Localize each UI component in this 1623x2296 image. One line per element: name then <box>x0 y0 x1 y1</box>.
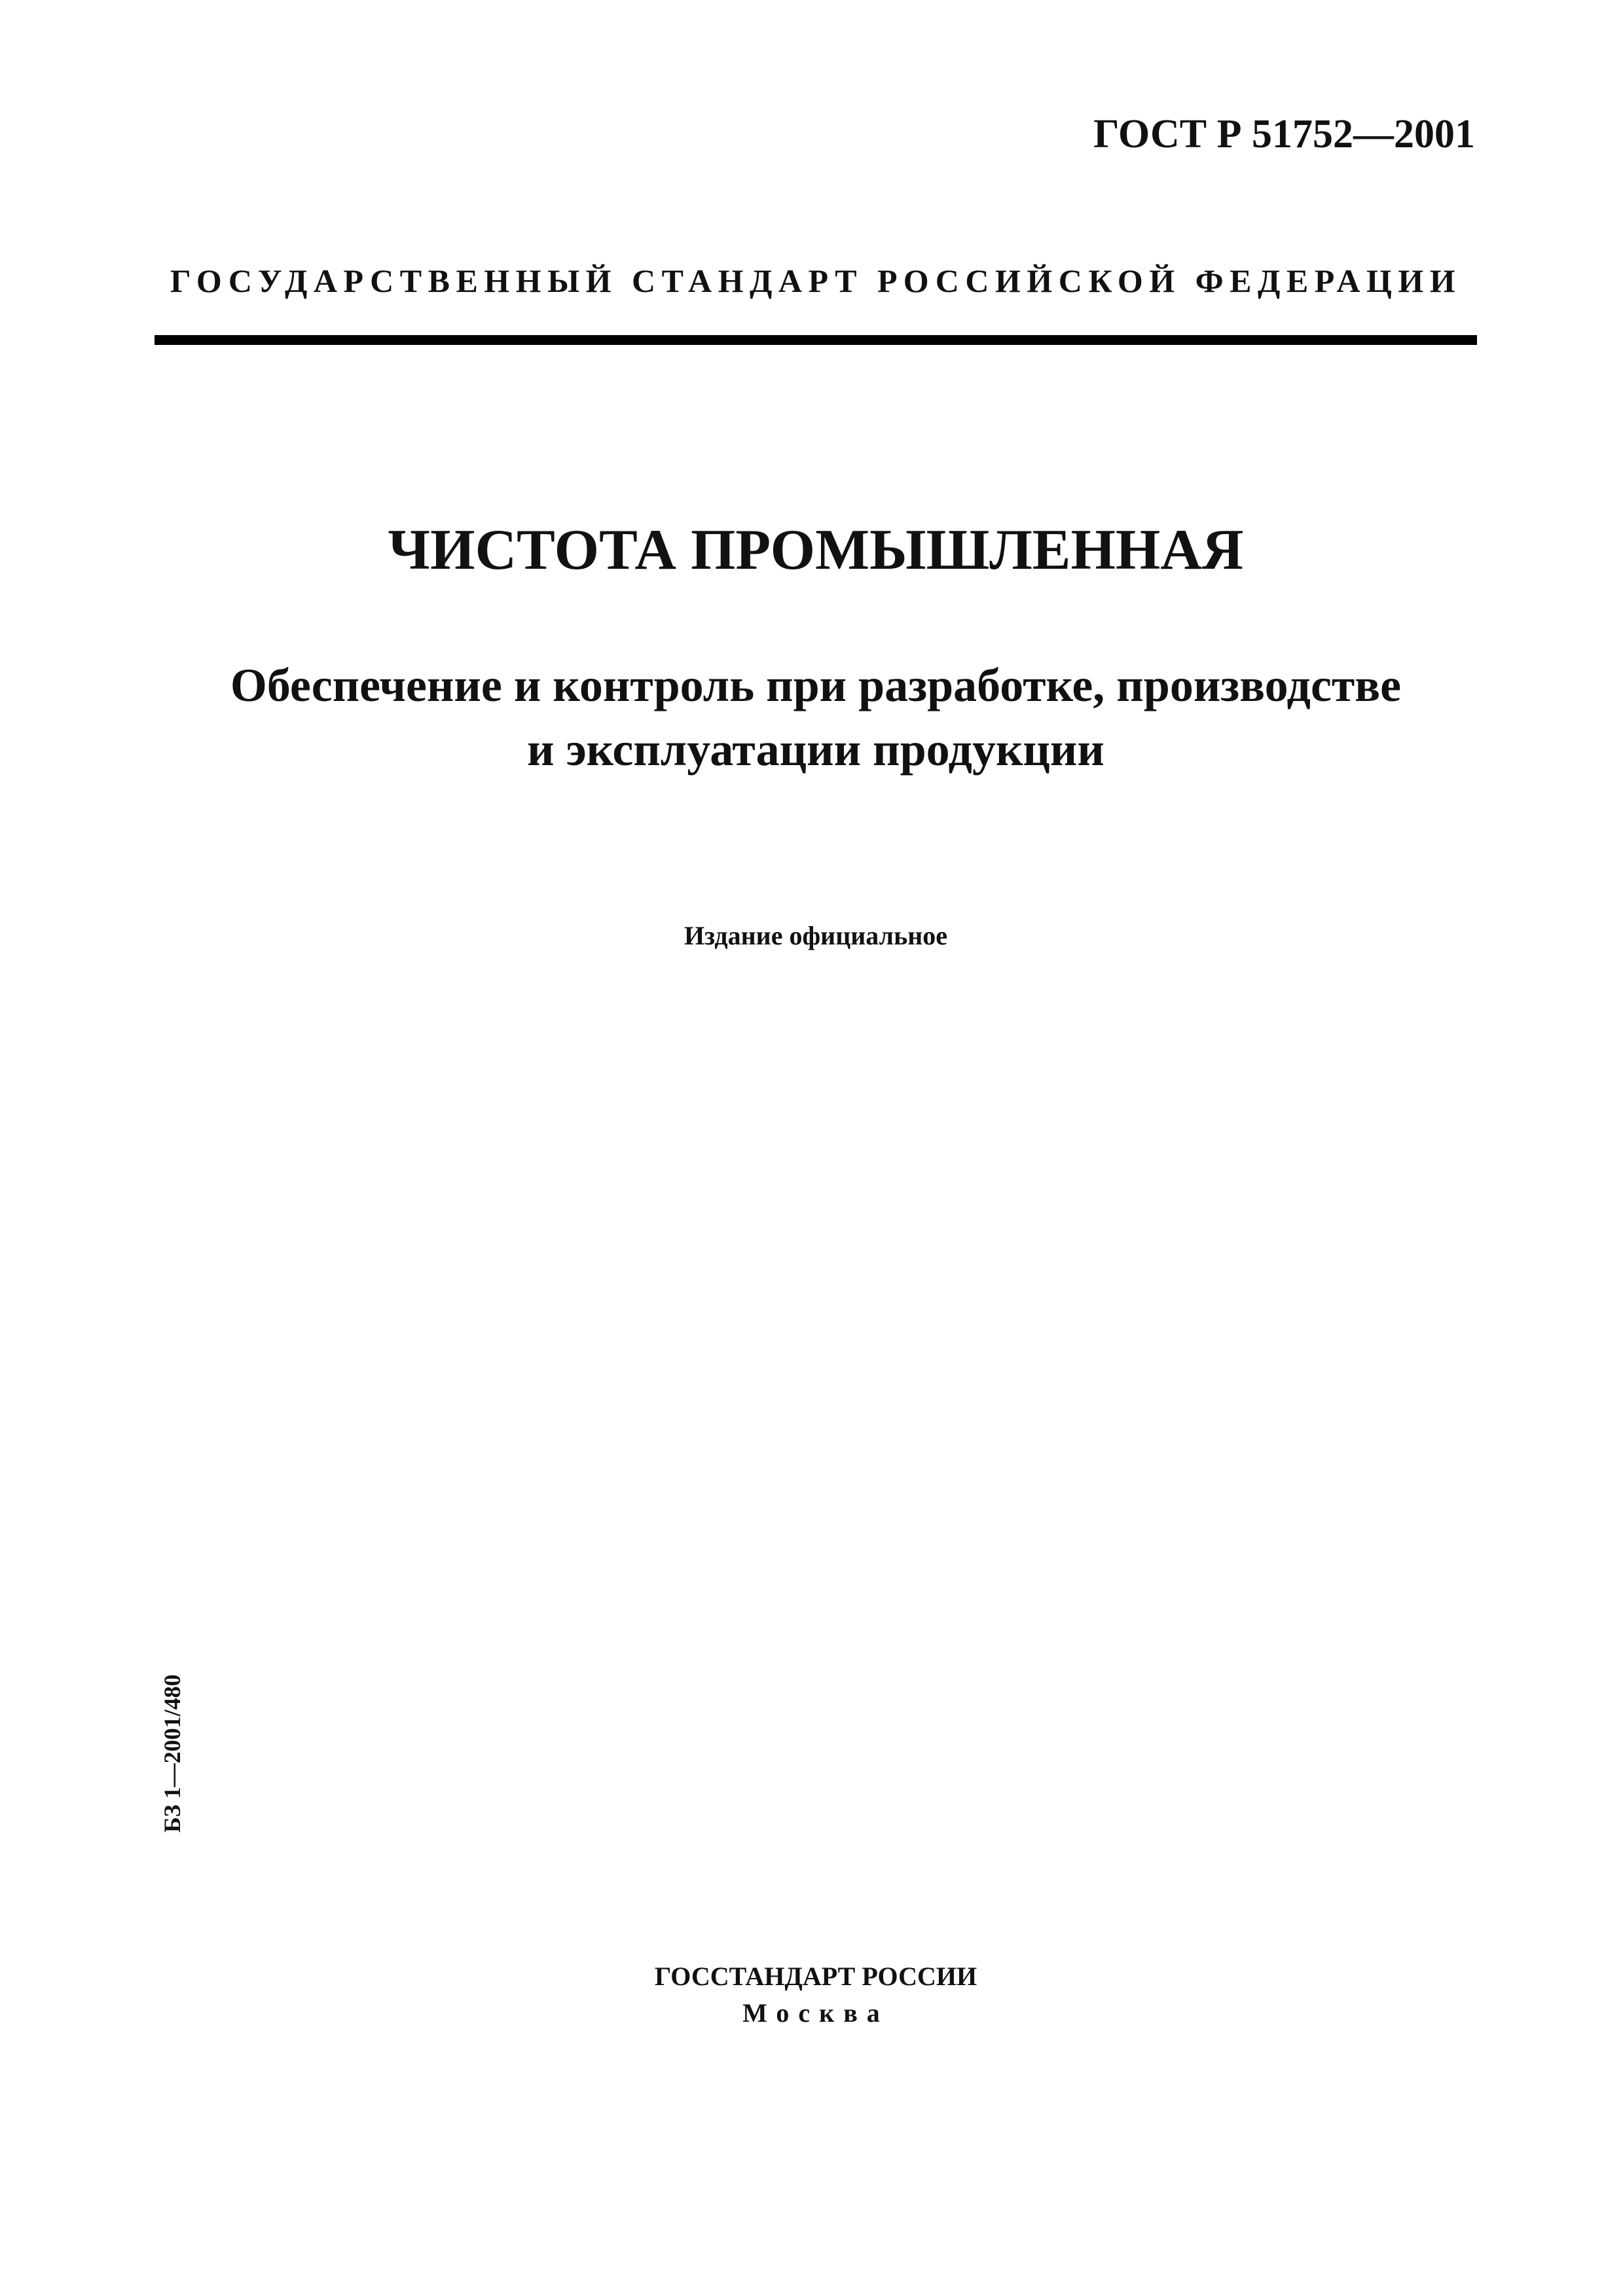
side-catalog-code: БЗ 1—2001/480 <box>159 1674 185 1833</box>
standard-header: ГОСУДАРСТВЕННЫЙ СТАНДАРТ РОССИЙСКОЙ ФЕДЕРАЦИИ <box>170 262 1462 299</box>
document-subtitle <box>155 653 1477 781</box>
document-number: ГОСТ Р 51752—2001 <box>1093 112 1475 156</box>
page-title: ЧИСТОТА ПРОМЫШЛЕННАЯ <box>388 518 1244 582</box>
edition-label: Издание официальное <box>684 921 948 950</box>
subtitle-line-1: Обеспечение и контроль при разработке, производстве <box>230 659 1402 711</box>
publisher-city: Москва <box>742 1998 889 2028</box>
publisher-name: ГОССТАНДАРТ РОССИИ <box>654 1962 977 1991</box>
header-rule <box>155 335 1477 345</box>
subtitle-line-2: и эксплуатации продукции <box>527 723 1104 776</box>
